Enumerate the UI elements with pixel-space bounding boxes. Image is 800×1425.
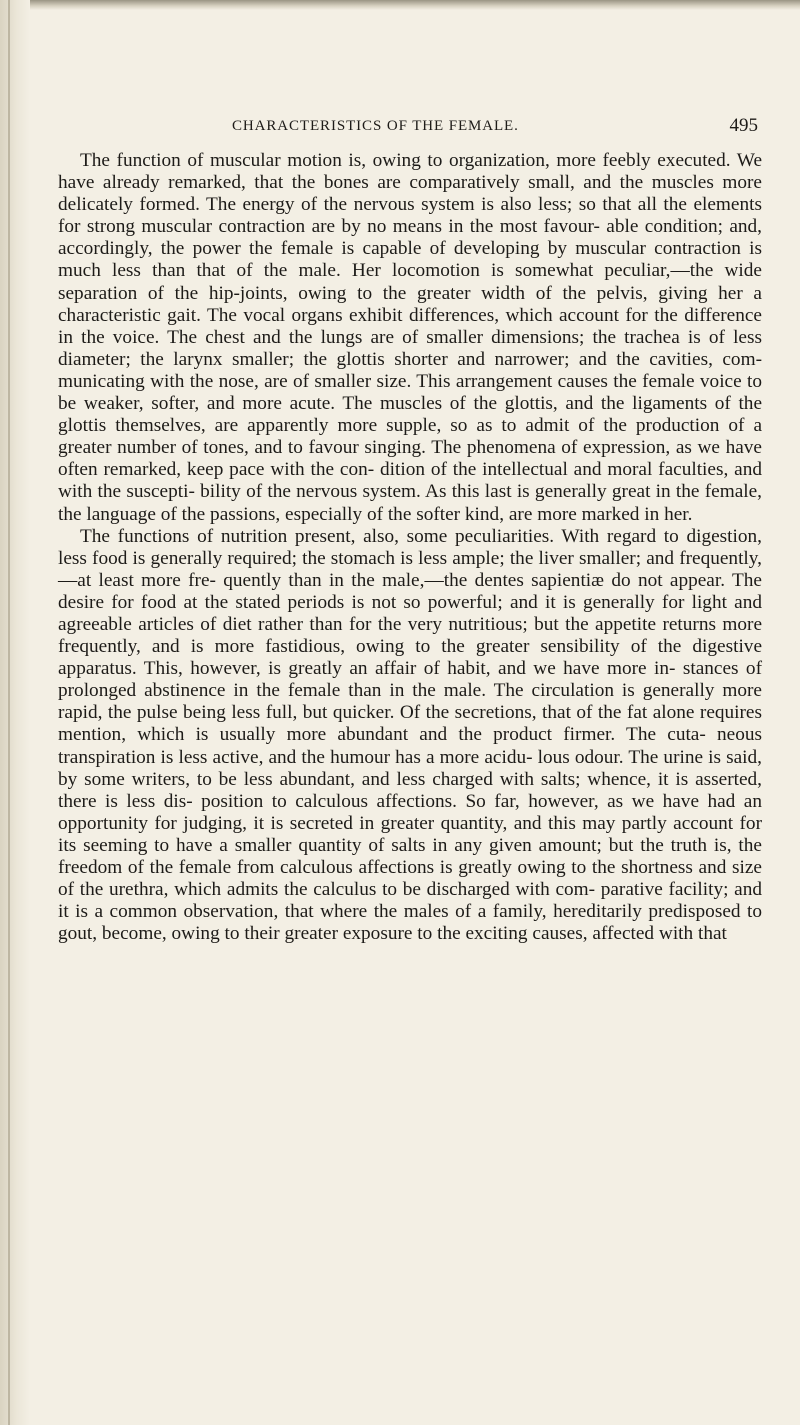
- body-text: [58, 150, 762, 945]
- running-title: CHARACTERISTICS OF THE FEMALE.: [232, 118, 519, 134]
- running-header: [232, 115, 758, 142]
- paragraph-nutrition: The functions of nutrition present, also, some peculiarities. With regard to digestion, less food is generally required; the stomach is less ample; the liver smaller; and frequently,—at least more fre- quently than in the male,—the dentes sapientiæ do not appear. The desire for food at the stated periods is not so powerful; and it is generally for light and agreeable articles of diet rather than for the very nutritious; but the appetite returns more frequently, and is more fastidious, owing to the greater sensibility of the digestive apparatus. This, however, is greatly an affair of habit, and we have more in- stances of prolonged abstinence in the female than in the male. The circulation is generally more rapid, the pulse being less full, but quicker. Of the secretions, that of the fat alone requires mention, which is usually more abundant and the product firmer. The cuta- neous transpiration is less active, and the humour has a more acidu- lous odour. The urine is said, by some writers, to be less abundant, and less charged with salts; whence, it is asserted, there is less dis- position to calculous affections. So far, however, as we have had an opportunity for judging, it is secreted in greater quantity, and this may partly account for its seeming to have a smaller quantity of salts in any given amount; but the truth is, the freedom of the female from calculous affections is greatly owing to the shortness and size of the urethra, which admits the calculus to be discharged with com- parative facility; and it is a common observation, that where the males of a family, hereditarily predisposed to gout, become, owing to their greater exposure to the exciting causes, affected with that: [58, 525, 762, 945]
- paragraph-muscular-motion: The function of muscular motion is, owing to organization, more feebly executed. We have already remarked, that the bones are comparatively small, and the muscles more delicately formed. The energy of the nervous system is also less; so that all the elements for strong muscular contraction are by no means in the most favour- able condition; and, accordingly, the power the female is capable of developing by muscular contraction is much less than that of the male. Her locomotion is somewhat peculiar,—the wide separation of the hip-joints, owing to the greater width of the pelvis, giving her a characteristic gait. The vocal organs exhibit differences, which account for the difference in the voice. The chest and the lungs are of smaller dimensions; the trachea is of less diameter; the larynx smaller; the glottis shorter and narrower; and the cavities, com- municating with the nose, are of smaller size. This arrangement causes the female voice to be weaker, softer, and more acute. The muscles of the glottis, and the ligaments of the glottis themselves, are apparently more supple, so as to admit of the production of a greater number of tones, and to favour singing. The phenomena of expression, as we have often remarked, keep pace with the con- dition of the intellectual and moral faculties, and with the suscepti- bility of the nervous system. As this last is generally great in the female, the language of the passions, especially of the softer kind, are more marked in her.: [58, 150, 762, 525]
- book-gutter: [0, 0, 30, 1425]
- page-number: 495: [729, 115, 758, 136]
- page-top-shadow: [0, 0, 800, 10]
